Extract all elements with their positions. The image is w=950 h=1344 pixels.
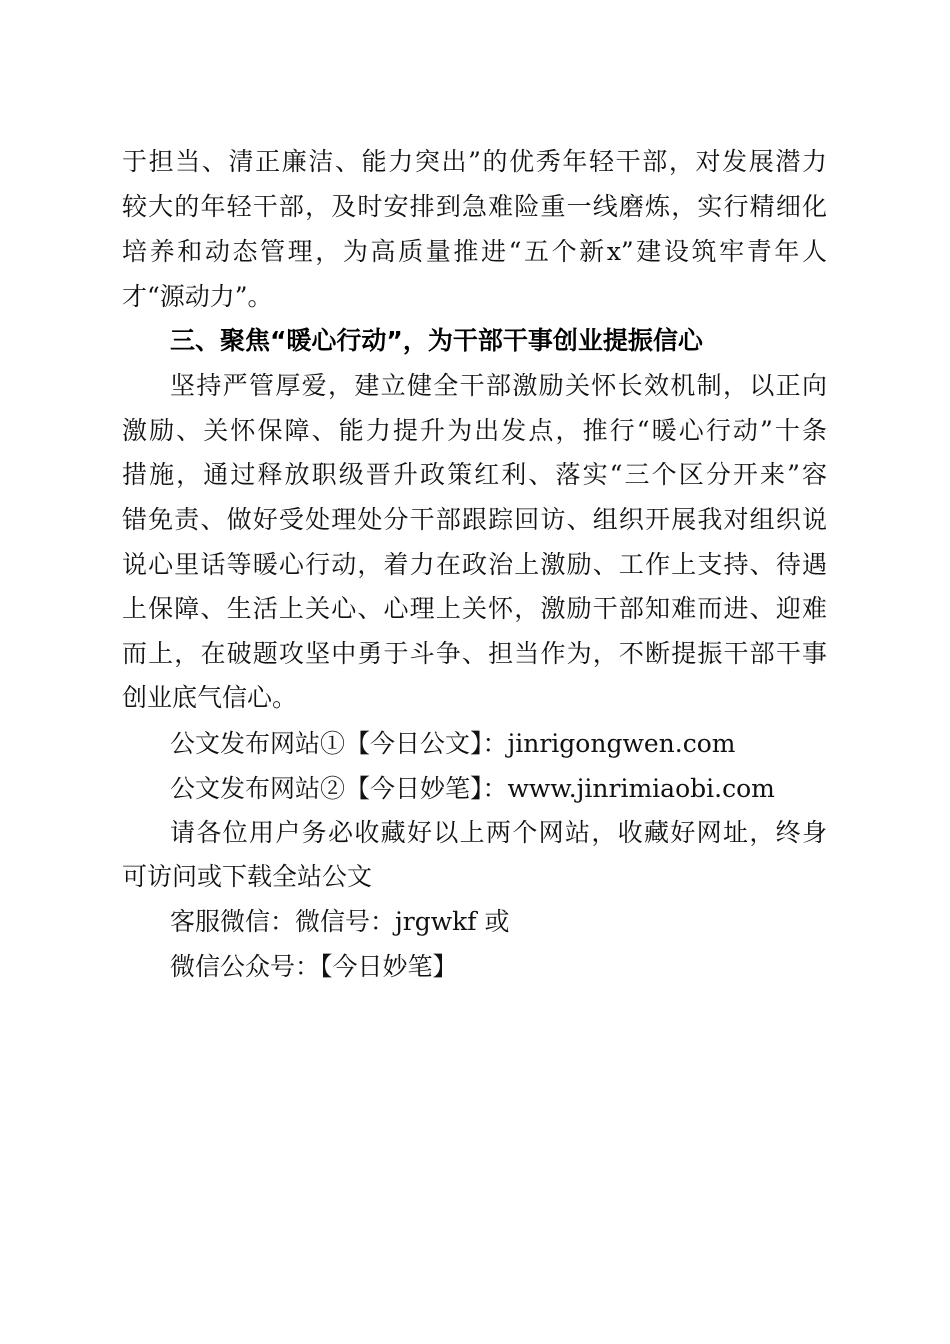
paragraph-line: 说心里话等暖心行动，着力在政治上激励、工作上支持、待遇 <box>122 550 827 579</box>
paragraph-line: 于担当、清正廉洁、能力突出”的优秀年轻干部，对发展潜力 <box>122 147 827 176</box>
site-link-2: 公文发布网站②【今日妙笔】：www.jinrimiaobi.com <box>170 774 775 803</box>
bookmark-notice-line: 可访问或下载全站公文 <box>122 862 373 891</box>
paragraph-line: 坚持严管厚爱，建立健全干部激励关怀长效机制，以正向 <box>170 371 827 400</box>
paragraph-line: 才“源动力”。 <box>122 282 273 311</box>
site-link-1: 公文发布网站①【今日公文】：jinrigongwen.com <box>170 729 736 758</box>
bookmark-notice-line: 请各位用户务必收藏好以上两个网站，收藏好网址，终身 <box>170 818 827 847</box>
paragraph-line: 错免责、做好受处理处分干部跟踪回访、组织开展我对组织说 <box>122 505 827 534</box>
paragraph-line: 创业底气信心。 <box>122 683 298 712</box>
paragraph-line: 培养和动态管理，为高质量推进“五个新x”建设筑牢青年人 <box>122 237 827 266</box>
paragraph-line: 上保障、生活上关心、心理上关怀，激励干部知难而进、迎难 <box>122 594 827 623</box>
paragraph-line: 而上，在破题攻坚中勇于斗争、担当作为，不断提振干部干事 <box>122 639 827 668</box>
paragraph-line: 激励、关怀保障、能力提升为出发点，推行“暖心行动”十条 <box>122 416 827 445</box>
paragraph-line: 较大的年轻干部，及时安排到急难险重一线磨炼，实行精细化 <box>122 192 827 221</box>
section-heading: 三、聚焦“暖心行动”，为干部干事创业提振信心 <box>170 326 703 355</box>
wechat-official-account: 微信公众号：【今日妙笔】 <box>170 952 458 981</box>
paragraph-line: 措施，通过释放职级晋升政策红利、落实“三个区分开来”容 <box>122 460 827 489</box>
wechat-service: 客服微信：微信号：jrgwkf 或 <box>170 907 510 936</box>
